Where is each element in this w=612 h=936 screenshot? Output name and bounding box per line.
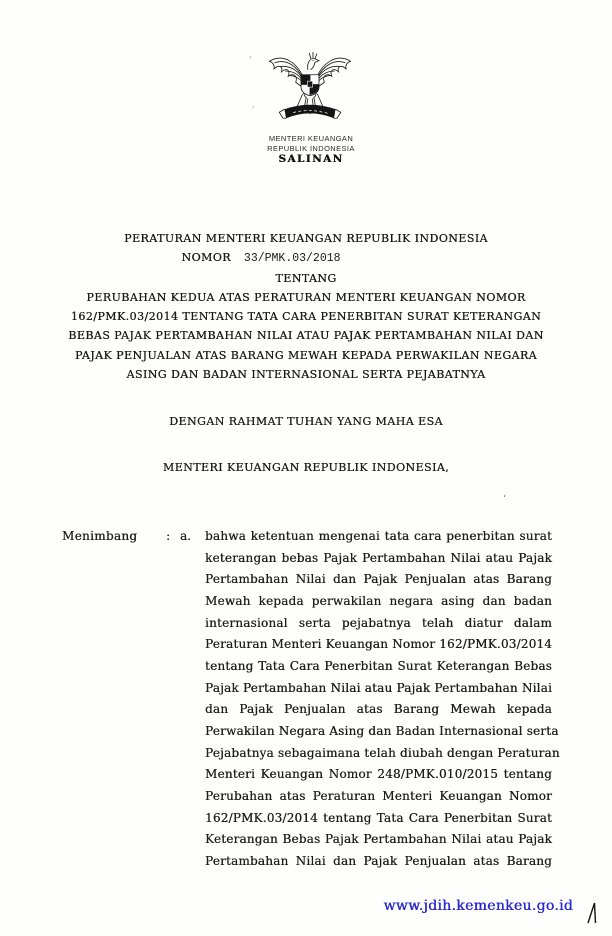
scan-speck: , [252, 100, 255, 110]
right-wing [315, 58, 351, 89]
pancasila-shield [301, 75, 319, 96]
scan-speck: ' [249, 56, 252, 66]
copy-stamp: SALINAN [278, 153, 344, 165]
paragraph-line: keterangan bebas Pajak Pertambahan Nilai atau Pajak [205, 550, 552, 565]
menimbang-paragraph [205, 526, 560, 873]
menimbang-separator: : [166, 529, 171, 543]
regulation-heading: PERATURAN MENTERI KEUANGAN REPUBLIK INDONESIA [124, 232, 488, 245]
paragraph-line: Perubahan atas Peraturan Menteri Keuangan Nomor [205, 788, 552, 803]
jdih-kemenkeu-link[interactable]: www.jdih.kemenkeu.go.id [383, 898, 573, 914]
regulation-number-line [0, 248, 537, 268]
subject-line: ASING DAN BADAN INTERNASIONAL SERTA PEJABATNYA [126, 368, 486, 382]
regulation-title-block [30, 229, 582, 384]
authority-line: MENTERI KEUANGAN REPUBLIK INDONESIA, [162, 461, 450, 474]
ministry-name-line1: MENTERI KEUANGAN [268, 134, 354, 143]
invocation-line: DENGAN RAHMAT TUHAN YANG MAHA ESA [169, 415, 443, 428]
subject-line: PAJAK PENJUALAN ATAS BARANG MEWAH KEPADA PERWAKILAN NEGARA [74, 348, 538, 362]
paragraph-line: Perwakilan Negara Asing dan Badan Internasional serta [205, 723, 559, 738]
paragraph-line: bahwa ketentuan mengenai tata cara penerbitan surat [205, 529, 552, 543]
nomor-value: 33/PMK.03/2018 [243, 252, 341, 266]
paragraph-line: Pajak Pertambahan Nilai atau Pajak Pertambahan Nilai [205, 680, 552, 695]
subject-line: BEBAS PAJAK PERTAMBAHAN NILAI ATAU PAJAK PERTAMBAHAN NILAI DAN [68, 329, 544, 343]
paragraph-line: Mewah kepada perwakilan negara asing dan badan [205, 593, 552, 608]
ministry-name-line2: REPUBLIK INDONESIA [267, 143, 355, 153]
garuda-pancasila-emblem-icon [265, 42, 355, 130]
paragraph-line: Pejabatnya sebagaimana telah diubah dengan Peraturan [205, 745, 560, 760]
left-wing [270, 58, 306, 89]
paragraph-line: Pertambahan Nilai dan Pajak Penjualan atas Barang [205, 572, 552, 587]
paragraph-line: dan Pajak Penjualan atas Barang Mewah kepada [205, 702, 552, 717]
subject-line: PERUBAHAN KEDUA ATAS PERATURAN MENTERI KEUANGAN NOMOR [86, 290, 526, 304]
nomor-label: NOMOR [181, 251, 231, 265]
scan-speck: ‘ [503, 494, 507, 505]
paragraph-line: 162/PMK.03/2014 tentang Tata Cara Penerbitan Surat [205, 810, 552, 825]
paragraph-line: internasional serta pejabatnya telah diatur dalam [205, 615, 552, 630]
letterhead [211, 134, 411, 166]
paragraph-line: Peraturan Menteri Keuangan Nomor 162/PMK.03/2014 [205, 637, 553, 652]
paragraph-line: Pertambahan Nilai dan Pajak Penjualan atas Barang [205, 853, 552, 868]
tentang-label: TENTANG [275, 271, 337, 285]
scan-corner-mark [586, 901, 600, 925]
subject-line: 162/PMK.03/2014 TENTANG TATA CARA PENERBITAN SURAT KETERANGAN [70, 310, 542, 324]
garuda-head [308, 52, 319, 69]
menimbang-item-letter: a. [180, 529, 191, 543]
paragraph-line: Menteri Keuangan Nomor 248/PMK.010/2015 tentang [205, 767, 552, 782]
paragraph-line: tentang Tata Cara Penerbitan Surat Keterangan Bebas [205, 658, 552, 673]
paragraph-line: Keterangan Bebas Pajak Pertambahan Nilai atau Pajak [205, 832, 552, 847]
menimbang-label: Menimbang [62, 529, 138, 543]
motto-ribbon [279, 105, 341, 119]
